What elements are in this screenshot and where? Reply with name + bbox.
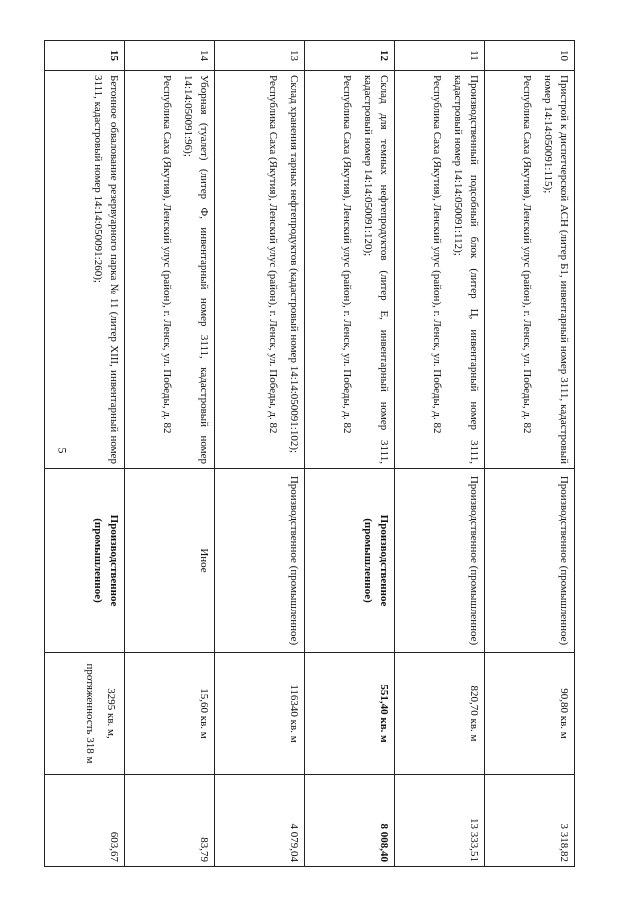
object-type: Производственное (промышленное) bbox=[305, 469, 395, 653]
object-cost: 83,79 bbox=[125, 775, 215, 867]
object-cost: 3 318,82 bbox=[485, 775, 575, 867]
object-area: 116340 кв. м bbox=[215, 653, 305, 775]
object-address: Республика Саха (Якутия), Ленский улус (район), г. Ленск, ул. Победы, д. 82 bbox=[521, 75, 534, 434]
table-row bbox=[215, 41, 305, 867]
object-cell bbox=[125, 71, 215, 469]
property-table bbox=[44, 40, 575, 867]
object-area: 551,40 кв. м bbox=[305, 653, 395, 775]
object-description: Склад хранения тарных нефтепродуктов (кадастровый номер 14:14:050091:102); bbox=[288, 75, 300, 454]
object-cost: 603,67 bbox=[45, 775, 125, 867]
object-cell bbox=[45, 71, 125, 469]
object-description: Склад для темных нефтепродуктов (литер Е, инвентарный номер 3111, кадастровый номер 14:14:050091:120); bbox=[362, 75, 390, 464]
object-description: Бетонное обвалование резервуарного парка № 11 (литер XIII, инвентарный номер 3111, кадастровый номер 14:14:050091:260); bbox=[92, 75, 120, 464]
table-row bbox=[45, 41, 125, 867]
object-cell bbox=[395, 71, 485, 469]
row-number: 14 bbox=[125, 41, 215, 71]
object-cost: 8 008,40 bbox=[305, 775, 395, 867]
row-number: 10 bbox=[485, 41, 575, 71]
object-area: 15,60 кв. м bbox=[125, 653, 215, 775]
object-type: Производственное (промышленное) bbox=[485, 469, 575, 653]
object-description: Пристрой к диспетчерской АСН (литер Б1, инвентарный номер 3111, кадастровый номер 14:14:050091:115); bbox=[542, 75, 570, 464]
row-number: 13 bbox=[215, 41, 305, 71]
table-row bbox=[305, 41, 395, 867]
object-type: Производственное (промышленное) bbox=[395, 469, 485, 653]
table-row bbox=[395, 41, 485, 867]
object-address: Республика Саха (Якутия), Ленский улус (район), г. Ленск, ул. Победы, д. 82 bbox=[341, 75, 354, 434]
row-number: 12 bbox=[305, 41, 395, 71]
row-number: 11 bbox=[395, 41, 485, 71]
object-cell bbox=[485, 71, 575, 469]
object-area: 3295 кв. м, протяженность 318 м bbox=[45, 653, 125, 775]
object-address: Республика Саха (Якутия), Ленский улус (район), г. Ленск, ул. Победы, д. 82 bbox=[267, 75, 280, 434]
table-row bbox=[125, 41, 215, 867]
table-row bbox=[485, 41, 575, 867]
row-number: 15 bbox=[45, 41, 125, 71]
object-type: Иное bbox=[125, 469, 215, 653]
object-area: 820,70 кв. м bbox=[395, 653, 485, 775]
object-cost: 4 079,04 bbox=[215, 775, 305, 867]
object-cell bbox=[305, 71, 395, 469]
object-address: Республика Саха (Якутия), Ленский улус (район), г. Ленск, ул. Победы, д. 82 bbox=[431, 75, 444, 434]
object-type: Производственное (промышленное) bbox=[215, 469, 305, 653]
object-type: Производственное (промышленное) bbox=[45, 469, 125, 653]
object-description: Производственный подсобный блок (литер Ц, инвентарный номер 3111, кадастровый номер 14:14:050091:112); bbox=[452, 75, 480, 464]
page-number: 5 bbox=[55, 447, 70, 454]
object-address: Республика Саха (Якутия), Ленский улус (район), г. Ленск, ул. Победы, д. 82 bbox=[161, 75, 174, 434]
object-description: Уборная (туалет) (литер Ф, инвентарный номер 3111, кадастровый номер 14:14:050091:96); bbox=[182, 75, 210, 464]
object-cost: 13 333,51 bbox=[395, 775, 485, 867]
object-area: 90,80 кв. м bbox=[485, 653, 575, 775]
object-cell bbox=[215, 71, 305, 469]
